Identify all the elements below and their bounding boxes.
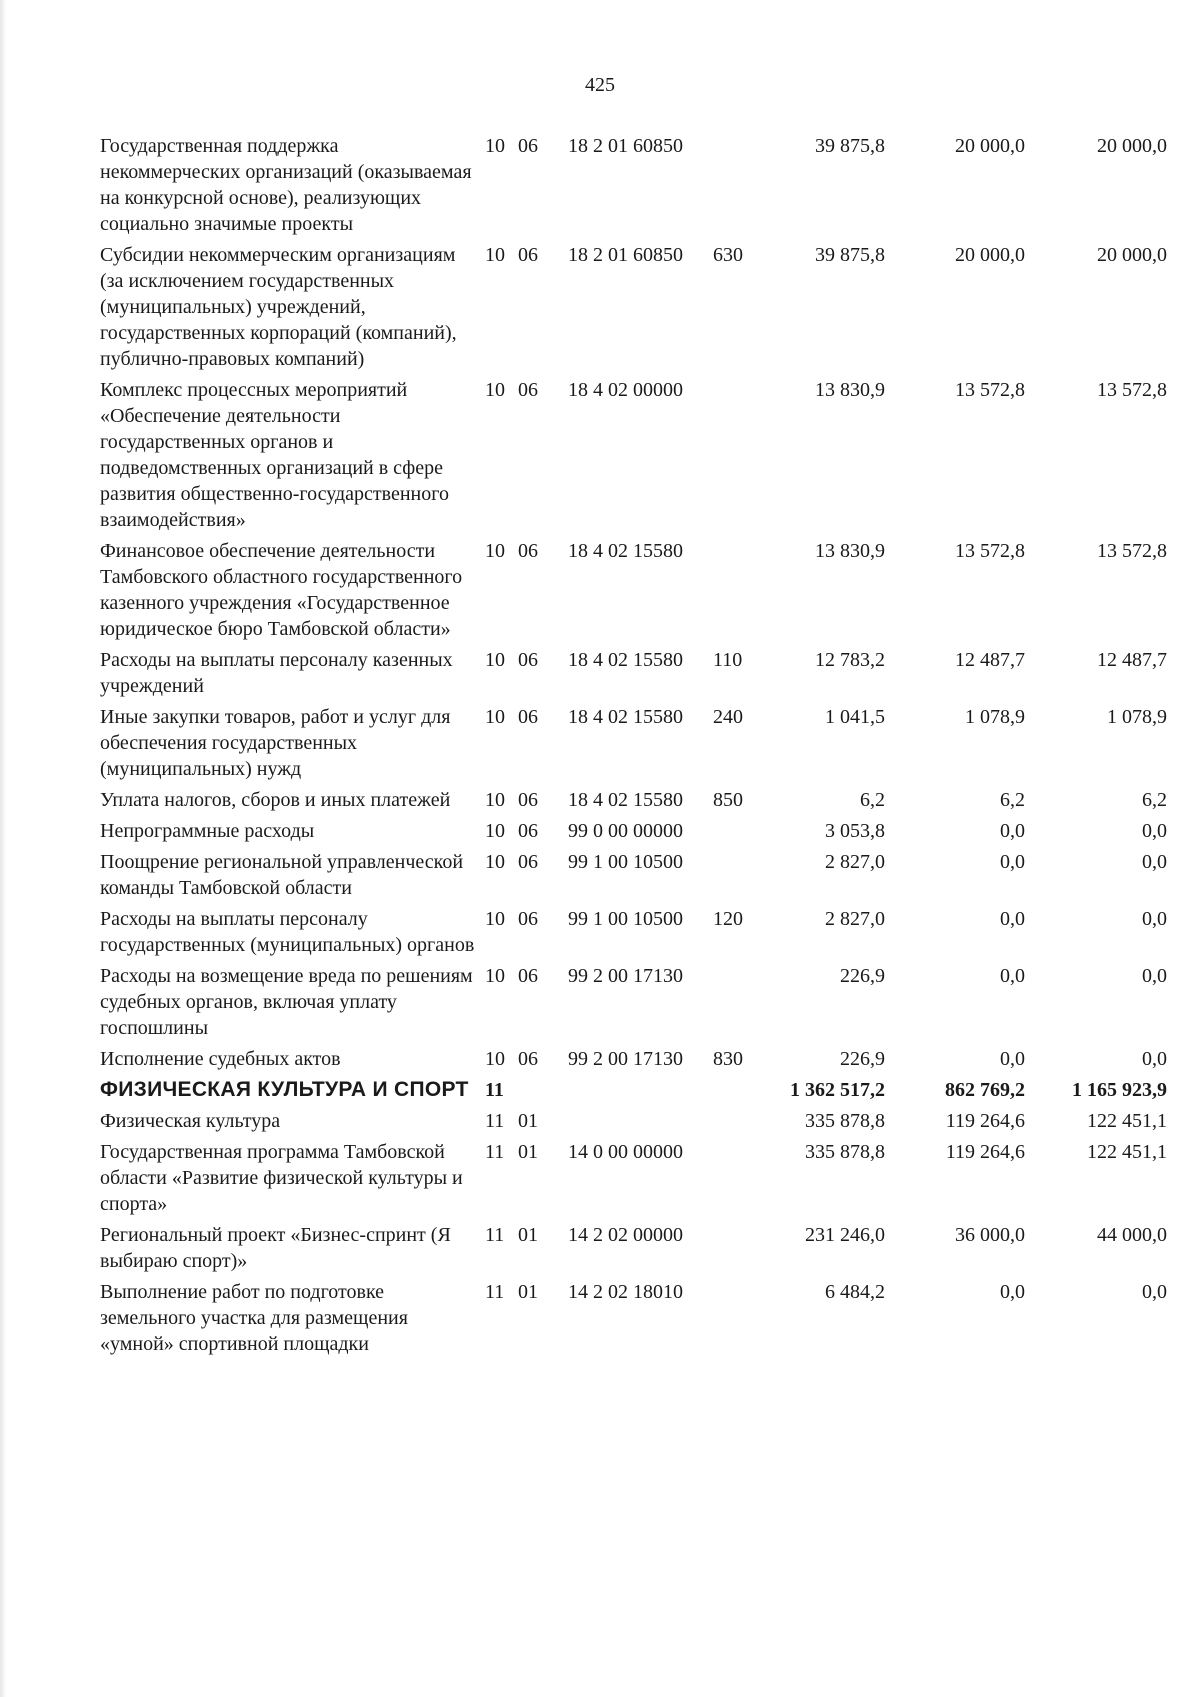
table-row: [0, 1139, 1200, 1217]
row-subsection: 01: [518, 1281, 538, 1303]
row-amount-1: 6 484,2: [825, 1281, 885, 1303]
table-row: [0, 242, 1200, 372]
row-name: Государственная программа Тамбовской области «Развитие физической культуры и спорта»: [100, 1141, 463, 1215]
row-expense-type: 240: [713, 706, 743, 728]
row-amount-3: 13 572,8: [1097, 540, 1167, 562]
row-amount-1: 39 875,8: [815, 244, 885, 266]
row-amount-2: 0,0: [1000, 851, 1025, 873]
row-name: Выполнение работ по подготовке земельного участка для размещения «умной» спортивной площадки: [100, 1281, 408, 1355]
row-section: 10: [485, 789, 505, 811]
row-section: 11: [485, 1110, 505, 1132]
row-subsection: 06: [518, 851, 538, 873]
row-subsection: 01: [518, 1110, 538, 1132]
row-target-article: 18 4 02 15580: [568, 706, 683, 728]
table-row: [0, 963, 1200, 1041]
row-section: 10: [485, 135, 505, 157]
row-subsection: 06: [518, 649, 538, 671]
row-subsection: 06: [518, 540, 538, 562]
row-amount-1: 2 827,0: [825, 908, 885, 930]
row-section: 11: [485, 1281, 505, 1303]
row-name: Уплата налогов, сборов и иных платежей: [100, 789, 451, 811]
row-name: Региональный проект «Бизнес-спринт (Я выбираю спорт)»: [100, 1224, 451, 1272]
table-row: [0, 1279, 1200, 1357]
row-amount-3: 13 572,8: [1097, 379, 1167, 401]
row-name: Исполнение судебных актов: [100, 1048, 341, 1070]
row-amount-3: 6,2: [1142, 789, 1167, 811]
row-section: 10: [485, 908, 505, 930]
page-number: 425: [585, 74, 615, 96]
row-name: Непрограммные расходы: [100, 820, 315, 842]
row-target-article: 18 4 02 15580: [568, 649, 683, 671]
row-amount-1: 13 830,9: [815, 540, 885, 562]
row-amount-3: 122 451,1: [1087, 1110, 1167, 1132]
table-row: [0, 704, 1200, 782]
row-amount-2: 0,0: [1000, 1281, 1025, 1303]
row-target-article: 14 2 02 00000: [568, 1224, 683, 1246]
row-amount-3: 20 000,0: [1097, 135, 1167, 157]
row-amount-2: 20 000,0: [955, 244, 1025, 266]
row-target-article: 99 1 00 10500: [568, 851, 683, 873]
row-amount-1: 1 362 517,2: [790, 1079, 885, 1101]
row-target-article: 18 4 02 15580: [568, 540, 683, 562]
row-subsection: 06: [518, 820, 538, 842]
row-subsection: 06: [518, 244, 538, 266]
row-section: 10: [485, 379, 505, 401]
row-subsection: 06: [518, 789, 538, 811]
row-amount-3: 20 000,0: [1097, 244, 1167, 266]
row-amount-2: 0,0: [1000, 820, 1025, 842]
row-subsection: 06: [518, 1048, 538, 1070]
row-name: Иные закупки товаров, работ и услуг для обеспечения государственных (муниципальных) нужд: [100, 706, 451, 780]
row-amount-2: 119 264,6: [945, 1110, 1025, 1132]
row-amount-3: 44 000,0: [1097, 1224, 1167, 1246]
row-section: 10: [485, 649, 505, 671]
table-row: [0, 1108, 1200, 1134]
row-name: Физическая культура: [100, 1110, 281, 1132]
row-section: 10: [485, 244, 505, 266]
row-amount-2: 12 487,7: [955, 649, 1025, 671]
row-amount-1: 2 827,0: [825, 851, 885, 873]
row-target-article: 18 4 02 15580: [568, 789, 683, 811]
row-subsection: 01: [518, 1141, 538, 1163]
table-row: [0, 538, 1200, 642]
row-amount-3: 0,0: [1142, 965, 1167, 987]
row-amount-2: 0,0: [1000, 1048, 1025, 1070]
row-amount-3: 1 078,9: [1107, 706, 1167, 728]
row-subsection: 06: [518, 706, 538, 728]
table-row: [0, 1046, 1200, 1072]
row-section: 10: [485, 851, 505, 873]
row-amount-2: 0,0: [1000, 965, 1025, 987]
row-name: Расходы на возмещение вреда по решениям судебных органов, включая уплату госпошлины: [100, 965, 473, 1039]
row-target-article: 14 0 00 00000: [568, 1141, 683, 1163]
row-expense-type: 630: [713, 244, 743, 266]
row-amount-2: 36 000,0: [955, 1224, 1025, 1246]
row-section: 10: [485, 1048, 505, 1070]
row-subsection: 06: [518, 379, 538, 401]
row-amount-1: 226,9: [840, 1048, 885, 1070]
row-name: Комплекс процессных мероприятий «Обеспечение деятельности государственных органов и подведомственных организаций в сфере развития общественно-государственного взаимодействия»: [100, 379, 449, 531]
row-amount-1: 335 878,8: [805, 1141, 885, 1163]
row-subsection: 01: [518, 1224, 538, 1246]
row-amount-3: 0,0: [1142, 1281, 1167, 1303]
table-row: [0, 849, 1200, 901]
table-row: [0, 787, 1200, 813]
row-amount-3: 122 451,1: [1087, 1141, 1167, 1163]
row-subsection: 06: [518, 135, 538, 157]
table-row: [0, 133, 1200, 237]
row-amount-2: 0,0: [1000, 908, 1025, 930]
row-amount-3: 0,0: [1142, 908, 1167, 930]
row-section: 11: [485, 1224, 505, 1246]
row-target-article: 18 2 01 60850: [568, 244, 683, 266]
row-section: 11: [485, 1079, 504, 1101]
row-amount-1: 231 246,0: [805, 1224, 885, 1246]
row-subsection: 06: [518, 965, 538, 987]
row-name: Финансовое обеспечение деятельности Тамбовского областного государственного казенного учреждения «Государственное юридическое бюро Тамбовской области»: [100, 540, 463, 640]
row-name: Государственная поддержка некоммерческих организаций (оказываемая на конкурсной основе), реализующих социально значимые проекты: [100, 135, 472, 235]
row-expense-type: 120: [713, 908, 743, 930]
table-row-section-header: [0, 1077, 1200, 1103]
row-amount-1: 1 041,5: [825, 706, 885, 728]
row-section: 11: [485, 1141, 505, 1163]
row-amount-2: 119 264,6: [945, 1141, 1025, 1163]
row-target-article: 18 2 01 60850: [568, 135, 683, 157]
row-amount-2: 1 078,9: [965, 706, 1025, 728]
row-target-article: 99 2 00 17130: [568, 1048, 683, 1070]
row-name: Расходы на выплаты персоналу казенных учреждений: [100, 649, 453, 697]
row-amount-1: 335 878,8: [805, 1110, 885, 1132]
row-amount-1: 39 875,8: [815, 135, 885, 157]
row-section: 10: [485, 540, 505, 562]
table-row: [0, 906, 1200, 958]
row-amount-2: 6,2: [1000, 789, 1025, 811]
row-section: 10: [485, 965, 505, 987]
row-name: Расходы на выплаты персоналу государственных (муниципальных) органов: [100, 908, 475, 956]
table-row: [0, 818, 1200, 844]
row-amount-1: 3 053,8: [825, 820, 885, 842]
row-name: Поощрение региональной управленческой команды Тамбовской области: [100, 851, 464, 899]
row-expense-type: 110: [713, 649, 743, 671]
row-amount-2: 13 572,8: [955, 540, 1025, 562]
table-row: [0, 377, 1200, 533]
row-amount-3: 0,0: [1142, 851, 1167, 873]
row-target-article: 99 2 00 17130: [568, 965, 683, 987]
row-amount-3: 0,0: [1142, 1048, 1167, 1070]
row-amount-3: 12 487,7: [1097, 649, 1167, 671]
row-expense-type: 830: [713, 1048, 743, 1070]
row-amount-2: 20 000,0: [955, 135, 1025, 157]
row-name: ФИЗИЧЕСКАЯ КУЛЬТУРА И СПОРТ: [100, 1078, 469, 1101]
row-name: Субсидии некоммерческим организациям (за исключением государственных (муниципальных) учреждений, государственных корпораций (компаний), публично-правовых компаний): [100, 244, 457, 370]
budget-table: [0, 133, 1200, 1362]
row-target-article: 18 4 02 00000: [568, 379, 683, 401]
row-amount-1: 13 830,9: [815, 379, 885, 401]
row-expense-type: 850: [713, 789, 743, 811]
row-target-article: 99 0 00 00000: [568, 820, 683, 842]
row-section: 10: [485, 706, 505, 728]
row-amount-1: 226,9: [840, 965, 885, 987]
table-row: [0, 647, 1200, 699]
row-amount-1: 6,2: [860, 789, 885, 811]
row-target-article: 99 1 00 10500: [568, 908, 683, 930]
row-amount-3: 1 165 923,9: [1072, 1079, 1167, 1101]
row-target-article: 14 2 02 18010: [568, 1281, 683, 1303]
row-subsection: 06: [518, 908, 538, 930]
row-amount-1: 12 783,2: [815, 649, 885, 671]
row-amount-3: 0,0: [1142, 820, 1167, 842]
row-amount-2: 13 572,8: [955, 379, 1025, 401]
table-row: [0, 1222, 1200, 1274]
row-section: 10: [485, 820, 505, 842]
row-amount-2: 862 769,2: [945, 1079, 1025, 1101]
